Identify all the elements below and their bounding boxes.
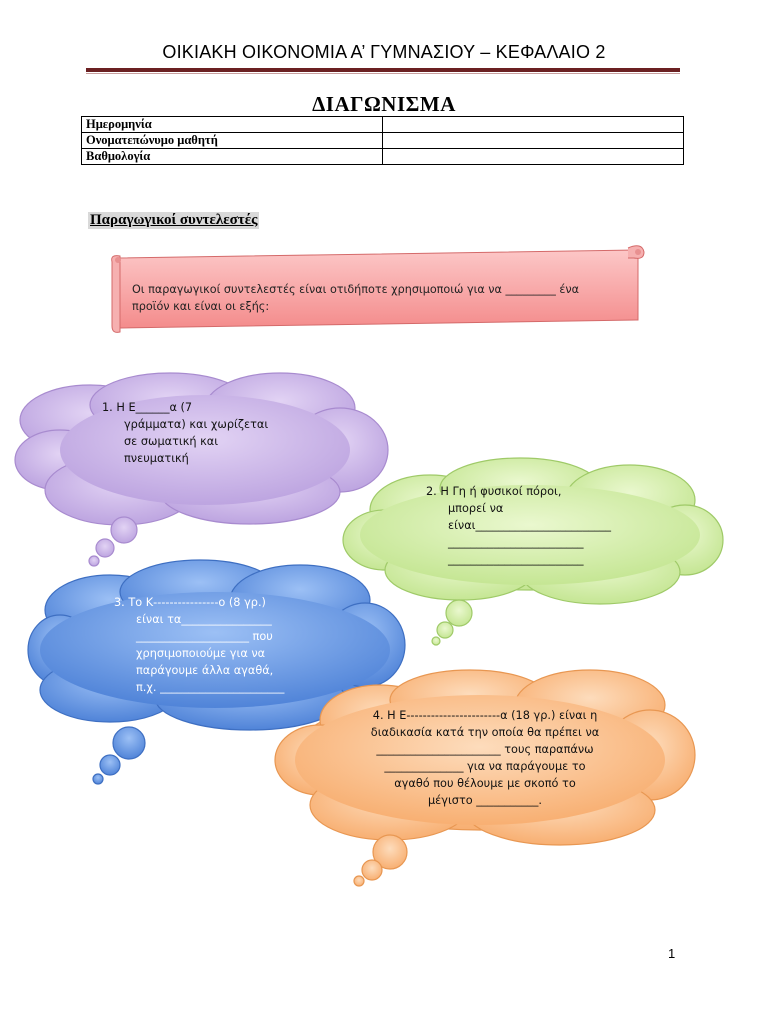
cloud-line: γράμματα) και χωρίζεται	[124, 418, 269, 431]
page-number: 1	[668, 946, 676, 961]
cloud-line: ______________ για να παράγουμε το	[384, 760, 586, 773]
cloud-line: διαδικασία κατά την οποία θα πρέπει να	[370, 726, 600, 739]
date-label: Ημερομηνία	[82, 117, 383, 133]
grade-field[interactable]	[383, 149, 684, 165]
cloud-line: πνευματική	[124, 452, 189, 465]
cloud-line: π.χ. ______________________	[136, 681, 285, 694]
cloud-line: ________________________	[448, 536, 584, 549]
cloud-3-text	[114, 594, 324, 696]
cloud-line: ______________________ τους παραπάνω	[376, 743, 594, 756]
scroll-line: προϊόν και είναι οι εξής:	[132, 300, 270, 313]
cloud-line: σε σωματική και	[124, 435, 219, 448]
date-field[interactable]	[383, 117, 684, 133]
cloud-1-text	[102, 399, 312, 467]
cloud-line: ________________________	[448, 553, 584, 566]
cloud-line: 2. Η Γη ή φυσικοί πόροι,	[426, 485, 562, 498]
student-name-label: Ονοματεπώνυμο μαθητή	[82, 133, 383, 149]
cloud-line: 4. Η Ε-----------------------α (18 γρ.) είναι η	[372, 709, 598, 722]
student-info-table	[81, 116, 684, 165]
header-rule-shadow	[86, 73, 680, 74]
cloud-line: είναι τα________________	[136, 613, 272, 626]
cloud-line: ____________________ που	[136, 630, 273, 643]
cloud-line: χρησιμοποιούμε για να	[136, 647, 266, 660]
section-title: Παραγωγικοί συντελεστές	[90, 212, 258, 228]
document-title: ΔΙΑΓΩΝΙΣΜΑ	[312, 92, 456, 116]
cloud-2-text	[426, 483, 636, 568]
scroll-text	[132, 281, 637, 315]
cloud-line: παράγουμε άλλα αγαθά,	[136, 664, 274, 677]
scroll-line: Οι παραγωγικοί συντελεστές είναι οτιδήποτε χρησιμοποιώ για να _________ ένα	[132, 283, 580, 296]
cloud-4-text	[340, 707, 630, 809]
cloud-line: 3. Το Κ----------------ο (8 γρ.)	[114, 596, 266, 609]
table-row	[82, 149, 684, 165]
cloud-line: 1. Η Ε______α (7	[102, 401, 193, 414]
cloud-line: αγαθό που θέλουμε με σκοπό το	[394, 777, 576, 790]
grade-label: Βαθμολογία	[82, 149, 383, 165]
cloud-line: μπορεί να	[448, 502, 504, 515]
table-row	[82, 133, 684, 149]
cloud-line: μέγιστο ___________.	[428, 794, 542, 807]
header-rule	[86, 68, 680, 72]
cloud-line: είναι________________________	[448, 519, 612, 532]
table-row	[82, 117, 684, 133]
running-header: ΟΙΚΙΑΚΗ ΟΙΚΟΝΟΜΙΑ Α’ ΓΥΜΝΑΣΙΟΥ – ΚΕΦΑΛΑΙΟ 2	[162, 42, 606, 62]
student-name-field[interactable]	[383, 133, 684, 149]
